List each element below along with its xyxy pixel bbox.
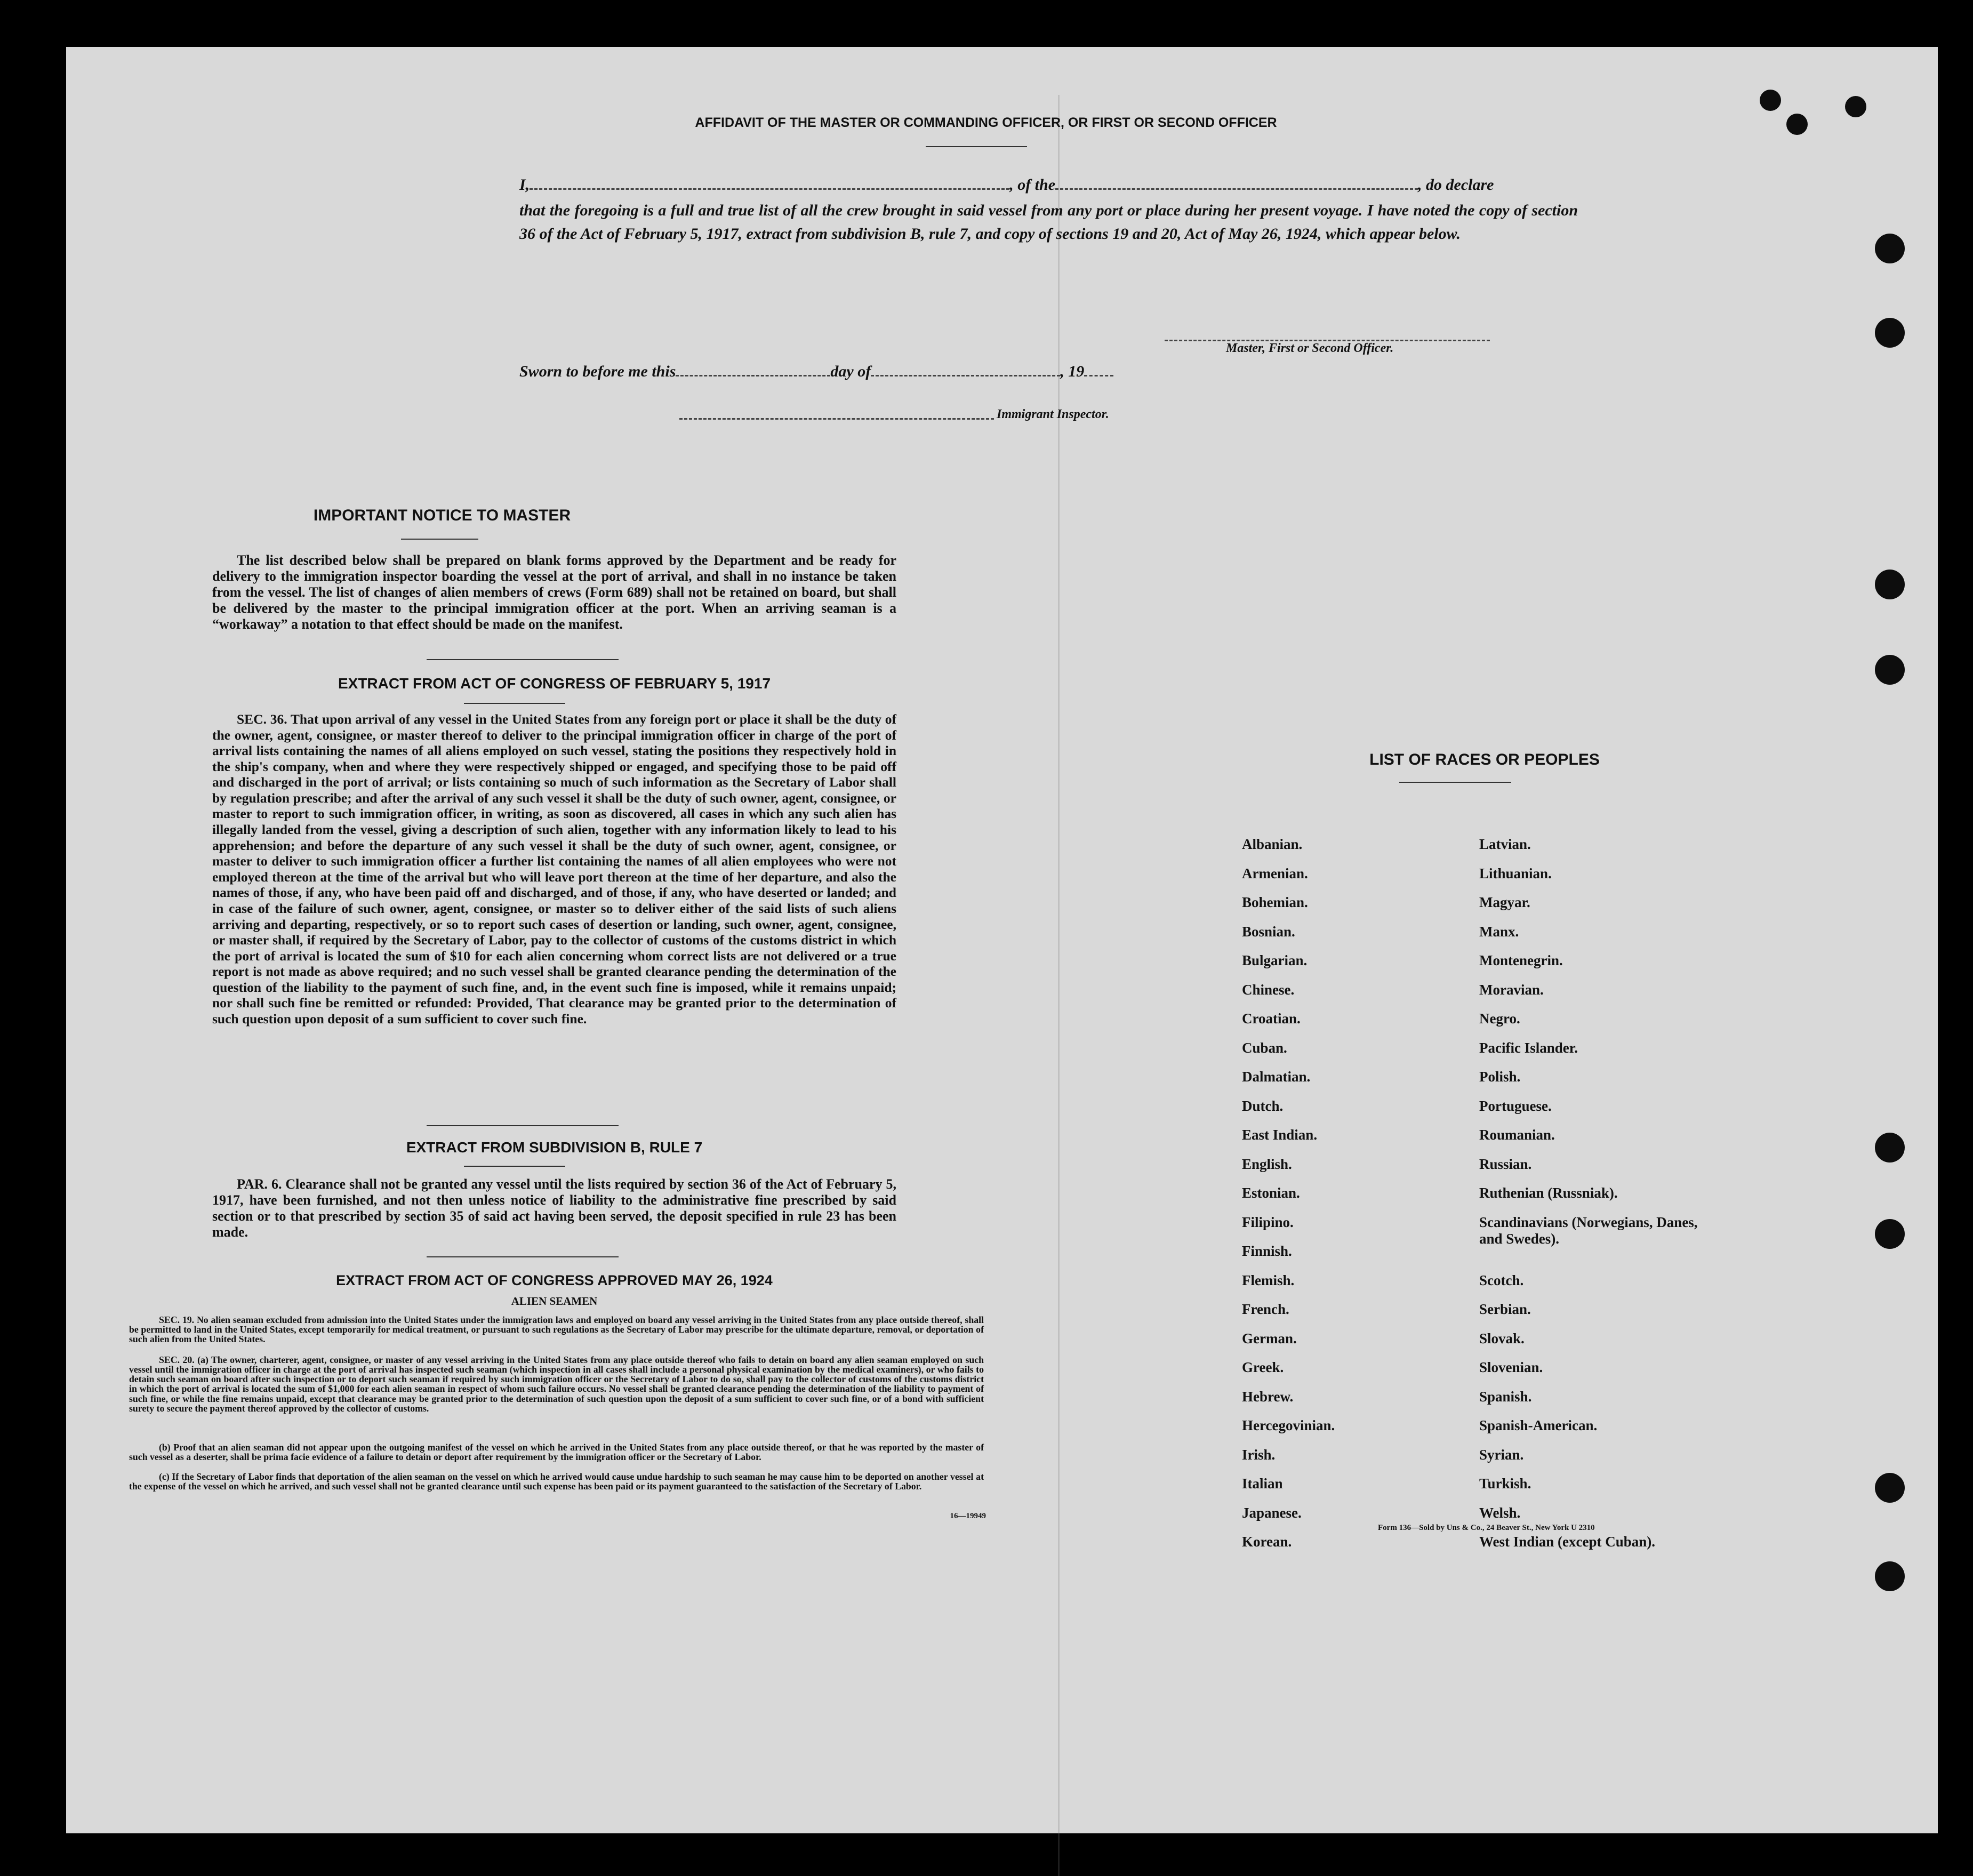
divider — [464, 1166, 565, 1167]
race-left: French. — [1242, 1301, 1289, 1317]
races-heading: LIST OF RACES OR PEOPLES — [1369, 751, 1600, 768]
month-blank — [871, 367, 1060, 376]
race-right: Portuguese. — [1479, 1097, 1552, 1114]
race-row — [1242, 952, 1722, 981]
race-row — [1242, 1040, 1722, 1069]
act1917-heading: EXTRACT FROM ACT OF CONGRESS OF FEBRUARY 5, 1917 — [338, 675, 771, 692]
race-row — [1242, 1127, 1722, 1156]
race-left: Dutch. — [1242, 1097, 1284, 1114]
divider — [464, 703, 565, 704]
race-left: Chinese. — [1242, 981, 1295, 998]
race-right: Montenegrin. — [1479, 952, 1563, 968]
race-right: Polish. — [1479, 1069, 1521, 1085]
race-left: Irish. — [1242, 1446, 1276, 1463]
act1924-sec19: SEC. 19. No alien seaman excluded from admission into the United States under the immigration laws and employed on board any vessel arriving in the United States from any place outside thereof, shall be permitted to land in the United States, except temporarily for medical treatment, or pursuant to such regulations as the Secretary of Labor may prescribe for the ultimate departure, removal, or deportation of such alien from the United States. — [129, 1314, 984, 1345]
race-right: West Indian (except Cuban). — [1479, 1534, 1656, 1550]
rule7-heading: EXTRACT FROM SUBDIVISION B, RULE 7 — [406, 1139, 703, 1156]
vessel-blank — [1055, 181, 1418, 190]
race-row — [1242, 894, 1722, 923]
page-fold — [1058, 95, 1060, 1876]
race-left: Italian — [1242, 1476, 1283, 1492]
race-right: Scandinavians (Norwegians, Danes, and Swedes). — [1479, 1214, 1698, 1247]
race-right: Lithuanian. — [1479, 865, 1552, 881]
race-left: Croatian. — [1242, 1011, 1301, 1027]
document-sheet — [66, 47, 1938, 1833]
inspector-signature-blank — [679, 411, 994, 420]
affidavit-heading: AFFIDAVIT OF THE MASTER OR COMMANDING OFFICER, OR FIRST OR SECOND OFFICER — [695, 115, 1277, 130]
race-row — [1242, 1243, 1722, 1272]
date-blank — [676, 367, 830, 376]
race-right: Pacific Islander. — [1479, 1039, 1578, 1056]
year-label: , 19 — [1060, 363, 1085, 380]
binder-hole — [1875, 1133, 1905, 1163]
race-row — [1242, 1156, 1722, 1185]
day-of-label: day of — [830, 363, 871, 380]
race-row — [1242, 924, 1722, 952]
notice-body: The list described below shall be prepared on blank forms approved by the Department and be ready for delivery to the immigration inspector boarding the vessel at the port of arrival, and shall in no instance be taken from the vessel. The list of changes of alien members of crews (Form 689) shall not be retained on board, but shall be delivered by the master to the principal immigration officer at the port. When an arriving seaman is a “workaway” a notation to that effect should be made on the manifest. — [212, 552, 896, 632]
name-blank — [530, 181, 1009, 190]
race-left: Cuban. — [1242, 1039, 1287, 1056]
race-right: Serbian. — [1479, 1301, 1531, 1317]
race-left: English. — [1242, 1156, 1292, 1172]
race-right: Manx. — [1479, 923, 1519, 940]
race-right: Welsh. — [1479, 1504, 1521, 1521]
form-footer: Form 136—Sold by Uns & Co., 24 Beaver St., New York U 2310 — [1378, 1524, 1595, 1532]
race-row — [1242, 865, 1722, 894]
race-left: Flemish. — [1242, 1272, 1295, 1288]
race-row — [1242, 836, 1722, 865]
affidavit-line1 — [519, 176, 1494, 194]
race-right: Latvian. — [1479, 836, 1531, 852]
race-left: German. — [1242, 1330, 1297, 1346]
race-row — [1242, 1069, 1722, 1097]
race-right: Roumanian. — [1479, 1127, 1555, 1143]
race-right: Spanish. — [1479, 1388, 1532, 1405]
race-left: Filipino. — [1242, 1214, 1294, 1230]
binder-hole — [1845, 96, 1866, 117]
race-left: Dalmatian. — [1242, 1069, 1311, 1085]
act1924-sec20a: SEC. 20. (a) The owner, charterer, agent, consignee, or master of any vessel arriving in the United States from any place outside thereof who fails to detain on board any alien seaman employed on such vessel until the immigration officer in charge at the port of arrival has inspected such seaman (which inspection in all cases shall include a personal physical examination by the medical examiners), or who fails to detain such seaman on board after such inspection or to deport such seaman if required by such immigration officer or the Secretary of Labor to do so, shall pay to the collector of customs of the customs district in which the port of arrival is located the sum of $1,000 for each alien seaman in respect of whom such failure occurs. No vessel shall be granted clearance pending the determination of the liability to payment of such fine, or while the fine remains unpaid, except that clearance may be granted prior to the determination of such question upon the deposit of a sum sufficient to cover such fine, or of a bond with sufficient surety to secure the payment thereof approved by the collector of customs. — [129, 1354, 984, 1414]
binder-hole — [1875, 655, 1905, 685]
race-left: Estonian. — [1242, 1185, 1300, 1201]
act1924-subheading: ALIEN SEAMEN — [511, 1295, 598, 1308]
race-row — [1242, 1214, 1722, 1247]
race-left: Greek. — [1242, 1359, 1284, 1375]
race-row — [1242, 1359, 1722, 1388]
race-right: Slovak. — [1479, 1330, 1525, 1346]
race-row — [1242, 1185, 1722, 1214]
of-the-label: , of the — [1009, 176, 1056, 194]
divider — [926, 146, 1027, 147]
affidavit-i-label: I, — [519, 176, 530, 194]
race-left: Japanese. — [1242, 1504, 1302, 1521]
divider — [401, 539, 478, 540]
do-declare-label: , do declare — [1418, 176, 1494, 194]
notice-heading: IMPORTANT NOTICE TO MASTER — [313, 507, 571, 524]
race-row — [1242, 1011, 1722, 1039]
binder-hole — [1875, 1473, 1905, 1503]
race-right: Slovenian. — [1479, 1359, 1543, 1375]
race-left: Albanian. — [1242, 836, 1303, 852]
binder-hole — [1875, 1219, 1905, 1249]
binder-hole — [1875, 234, 1905, 263]
binder-hole — [1760, 90, 1781, 111]
affidavit-body: that the foregoing is a full and true list of all the crew brought in said vessel from any port or place during her present voyage. I have noted the copy of section 36 of the Act of February 5, 1917, extract from subdivision B, rule 7, and copy of sections 19 and 20, Act of May 26, 1924, which appear below. — [519, 202, 1578, 243]
race-right: Russian. — [1479, 1156, 1532, 1172]
race-right: Moravian. — [1479, 981, 1544, 998]
race-row — [1242, 1330, 1722, 1359]
divider — [427, 1125, 619, 1126]
sworn-label: Sworn to before me this — [519, 363, 676, 380]
divider — [1399, 782, 1511, 783]
race-right: Turkish. — [1479, 1476, 1531, 1492]
race-left: Bosnian. — [1242, 923, 1295, 940]
race-row — [1242, 1098, 1722, 1127]
race-left: Finnish. — [1242, 1243, 1292, 1259]
act1917-body: SEC. 36. That upon arrival of any vessel in the United States from any foreign port or place it shall be the duty of the owner, agent, consignee, or master thereof to deliver to the principal immigration officer in charge of the port of arrival lists containing the names of all aliens employed on such vessel, stating the positions they respectively hold in the ship's company, when and where they were respectively shipped or engaged, and specifying those to be paid off and discharged in the port of arrival; or lists containing so much of such information as the Secretary of Labor shall by regulation prescribe; and after the arrival of any such vessel it shall be the duty of such owner, agent, consignee, or master to report to such immigration officer, in writing, as soon as discovered, all cases in which any such alien has illegally landed from the vessel, giving a description of such alien, together with any information likely to lead to his apprehension; and before the departure of any such vessel it shall be the duty of such owner, agent, consignee, or master to deliver to such immigration officer a further list containing the names of all alien employees who were not employed thereon at the time of the arrival but who will leave port thereon at the time of her departure, and also the names of those, if any, who have been paid off and discharged, and of those, if any, who have deserted or landed; and in case of the failure of such owner, agent, consignee, or master so to deliver either of the said lists of such aliens arriving and departing, respectively, or so to report such cases of desertion or landing, such owner, agent, consignee, or master shall, if required by the Secretary of Labor, pay to the collector of customs of the customs district in which the port of arrival is located the sum of $10 for each alien concerning whom correct lists are not delivered or a true report is not made as above required; and no such vessel shall be granted clearance pending the determination of the question of the liability to the payment of such fine, and, in the event such fine is imposed, while it remains unpaid; nor shall such fine be remitted or refunded: Provided, That clearance may be granted prior to the determination of such question upon deposit of a sum sufficient to cover such fine. — [212, 711, 896, 1027]
race-right: Ruthenian (Russniak). — [1479, 1185, 1618, 1201]
race-row — [1242, 1301, 1722, 1330]
race-row — [1242, 982, 1722, 1011]
sworn-line — [519, 363, 1113, 381]
race-row — [1242, 1417, 1722, 1446]
rule7-body: PAR. 6. Clearance shall not be granted any vessel until the lists required by section 36 of the Act of February 5, 1917, have been furnished, and not then unless notice of liability to the administrative fine prescribed by said section or to that prescribed by section 35 of said act having been served, the deposit specified in rule 23 has been made. — [212, 1176, 896, 1240]
race-row — [1242, 1272, 1722, 1301]
act1924-sec20b: (b) Proof that an alien seaman did not appear upon the outgoing manifest of the vessel on which he arrived in the United States from any place outside thereof, or that he was reported by the master of such vessel as a deserter, shall be prima facie evidence of a failure to detain or deport after requirement by the immigration officer or the Secretary of Labor. — [129, 1442, 984, 1463]
race-right: Magyar. — [1479, 894, 1530, 910]
master-label: Master, First or Second Officer. — [1226, 341, 1394, 355]
act1924-heading: EXTRACT FROM ACT OF CONGRESS APPROVED MAY 26, 1924 — [336, 1272, 773, 1288]
race-right: Spanish-American. — [1479, 1417, 1598, 1433]
divider — [427, 1256, 619, 1257]
year-blank — [1084, 367, 1113, 376]
race-row — [1242, 1389, 1722, 1417]
act1924-sec20c: (c) If the Secretary of Labor finds that deportation of the alien seaman on the vessel on which he arrived would cause undue hardship to such seaman he may cause him to be deported on another vessel at the expense of the vessel on which he arrived, and such vessel shall not be granted clearance until such expense has been paid or its payment guaranteed to the satisfaction of the Secretary of Labor. — [129, 1471, 984, 1492]
race-left: Hebrew. — [1242, 1388, 1294, 1405]
race-right: Syrian. — [1479, 1446, 1524, 1463]
inspector-label: Immigrant Inspector. — [997, 407, 1109, 421]
divider — [427, 659, 619, 660]
race-left: Bulgarian. — [1242, 952, 1308, 968]
race-left: East Indian. — [1242, 1127, 1318, 1143]
race-row — [1242, 1534, 1722, 1562]
master-signature-blank — [1165, 332, 1490, 341]
race-row — [1242, 1476, 1722, 1504]
binder-hole — [1875, 1561, 1905, 1591]
binder-hole — [1786, 114, 1808, 135]
binder-hole — [1875, 570, 1905, 599]
form-code: 16—19949 — [950, 1512, 986, 1520]
race-row — [1242, 1447, 1722, 1476]
race-right: Negro. — [1479, 1011, 1520, 1027]
binder-hole — [1875, 318, 1905, 348]
race-left: Korean. — [1242, 1534, 1292, 1550]
race-left: Hercegovinian. — [1242, 1417, 1335, 1433]
race-left: Bohemian. — [1242, 894, 1308, 910]
race-left: Armenian. — [1242, 865, 1308, 881]
race-right: Scotch. — [1479, 1272, 1524, 1288]
